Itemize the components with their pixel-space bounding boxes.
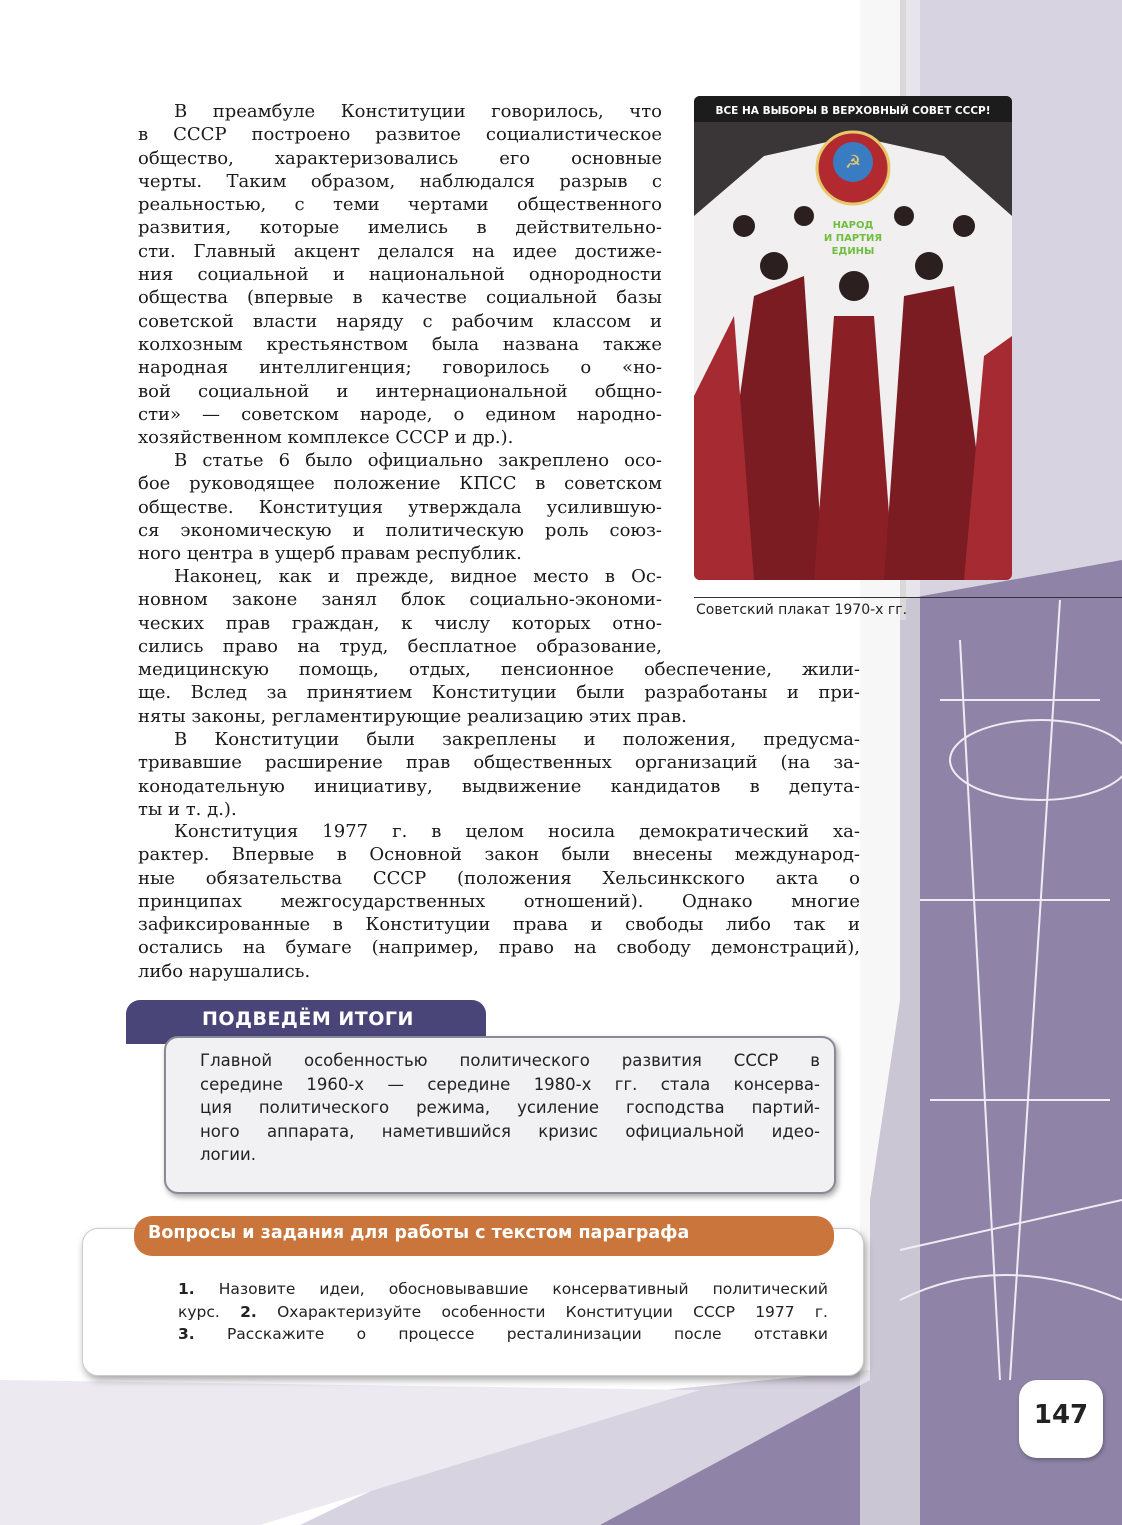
poster-slogan-2: И ПАРТИЯ	[823, 233, 883, 244]
paragraph-2	[138, 449, 662, 565]
text-line: ния социальной и национальной однородности	[138, 264, 662, 286]
text-line: бое руководящее положение КПСС в советском	[138, 473, 662, 495]
soviet-poster-image	[694, 96, 1012, 580]
poster-slogan-1: НАРОД	[832, 220, 874, 231]
summary-line: середине 1960-х — середине 1980-х гг. стала консерва-	[200, 1074, 820, 1094]
text-line: остались на бумаге (например, право на свободу демонстраций),	[138, 937, 860, 959]
question-3: 3. Расскажите о процессе реcталинизации после отставки	[178, 1325, 828, 1343]
poster-header: ВСЕ НА ВЫБОРЫ В ВЕРХОВНЫЙ СОВЕТ СССР!	[715, 105, 991, 117]
text-line: народная интеллигенция; говорилось о «но-	[138, 357, 662, 379]
text-line: ты и т. д.).	[138, 798, 237, 820]
questions-title: Вопросы и задания для работы с текстом параграфа	[148, 1223, 690, 1243]
summary-text	[200, 1049, 820, 1167]
text-line: медицинскую помощь, отдых, пенсионное обеспечение, жили-	[138, 659, 860, 681]
poster-slogan-3: ЕДИНЫ	[831, 246, 875, 257]
text-line: новном законе занял блок социально-экономи-	[138, 589, 662, 611]
text-line: сились право на труд, бесплатное образование,	[138, 635, 662, 657]
text-line: в СССР построено развитое социалистическое	[138, 124, 662, 146]
text-line: обществе. Конституция утверждала усилившую-	[138, 496, 662, 518]
paragraph-4	[138, 728, 860, 821]
paragraph-1	[138, 100, 662, 449]
text-line: В статье 6 было официально закреплено осо-	[174, 450, 662, 471]
text-line: либо нарушались.	[138, 960, 311, 982]
question-1: 1. Назовите идеи, обосновывавшие консервативный политический	[178, 1280, 828, 1298]
text-line: ще. Вслед за принятием Конституции были разработаны и при-	[138, 682, 860, 704]
text-line: В Конституции были закреплены и положения, предусма-	[174, 729, 860, 750]
text-line: хозяйственном комплексе СССР и др.).	[138, 427, 514, 449]
summary-title: ПОДВЕДЁМ ИТОГИ	[202, 1008, 414, 1030]
question-2: курс. 2. Охарактеризуйте особенности Конституции СССР 1977 г.	[178, 1302, 828, 1321]
text-line: сти. Главный акцент делался на идее достиже-	[138, 240, 662, 262]
page-number: 147	[1033, 1400, 1089, 1430]
text-line: колхозным крестьянством была названа также	[138, 333, 662, 355]
figure-caption: Советский плакат 1970-х гг.	[696, 602, 908, 618]
text-line: сти» — советском народе, о едином народно-	[138, 403, 662, 425]
text-line: ческих прав граждан, к числу которых отно-	[138, 612, 662, 634]
text-line: конодательную инициативу, выдвижение кандидатов в депута-	[138, 775, 860, 797]
text-line: Наконец, как и прежде, видное место в Ос-	[174, 566, 662, 587]
summary-line: ного аппарата, наметившийся кризис официальной идео-	[200, 1121, 820, 1141]
text-line: общество, характеризовались его основные	[138, 147, 662, 169]
text-line: тривавшие расширение прав общественных организаций (на за-	[138, 752, 860, 774]
text-line: принципах межгосударственных отношений). Однако многие	[138, 890, 860, 912]
paragraph-5	[138, 820, 860, 983]
summary-line: Главной особенностью политического развития СССР в	[200, 1051, 820, 1070]
summary-line: логии.	[200, 1145, 257, 1164]
svg-text:☭: ☭	[844, 152, 862, 173]
text-line: ся экономическую и политическую роль союз-	[138, 519, 662, 541]
text-line: ные обязательства СССР (положения Хельсинкского акта о	[138, 867, 860, 889]
summary-line: ция политического режима, усиление господства партий-	[200, 1098, 820, 1117]
text-line: В преамбуле Конституции говорилось, что	[174, 101, 662, 122]
text-line: няты законы, регламентирующие реализацию этих прав.	[138, 705, 687, 727]
text-line: черты. Таким образом, наблюдался разрыв с	[138, 170, 662, 192]
text-line: Конституция 1977 г. в целом носила демократический ха-	[174, 821, 860, 842]
text-line: общества (впервые в качестве социальной базы	[138, 287, 662, 309]
text-line: вой социальной и интернациональной общно-	[138, 380, 662, 402]
paragraph-3	[138, 565, 860, 728]
text-line: реальностью, с теми чертами общественного	[138, 194, 662, 216]
caption-divider	[694, 597, 1122, 598]
text-line: развития, которые имелись в действительно-	[138, 217, 662, 239]
text-line: ного центра в ущерб правам республик.	[138, 543, 522, 565]
text-line: рактер. Впервые в Основной закон были внесены международ-	[138, 844, 860, 866]
text-line: советской власти наряду с рабочим классом и	[138, 310, 662, 332]
text-line: зафиксированные в Конституции права и свободы либо так и	[138, 914, 860, 936]
questions-list	[178, 1278, 828, 1346]
